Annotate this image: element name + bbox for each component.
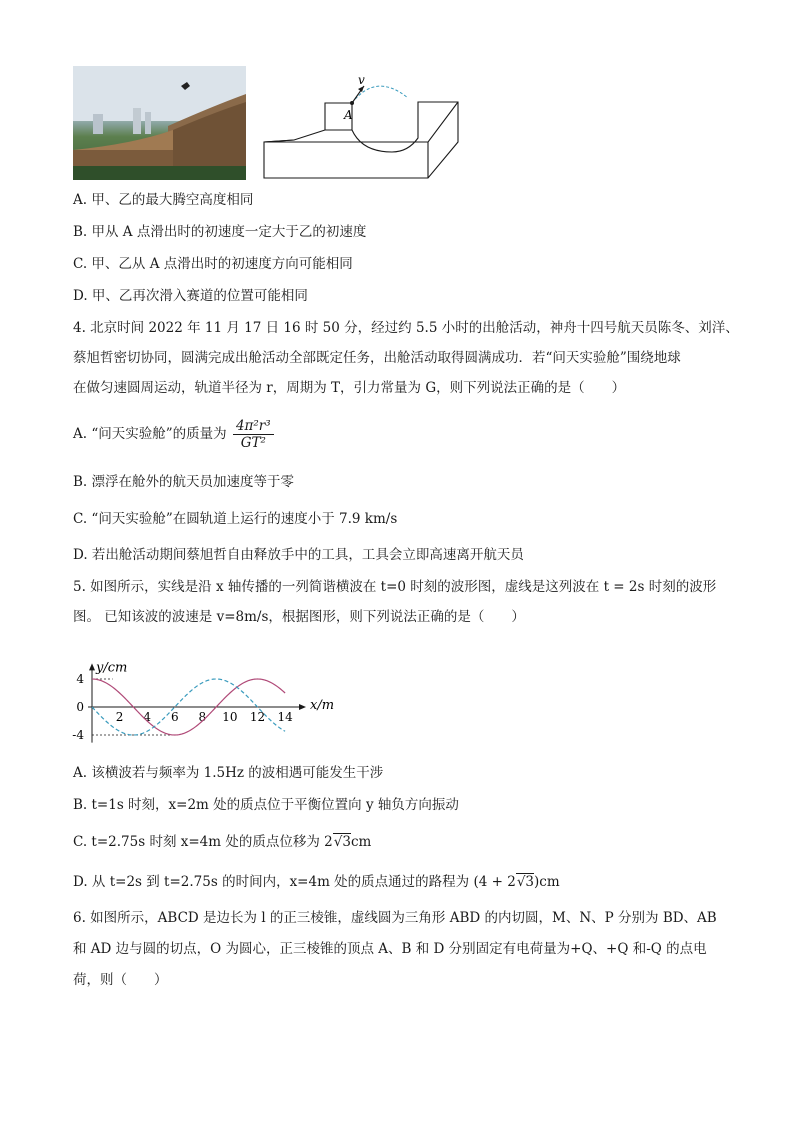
q4-option-b: B. 漂浮在舱外的航天员加速度等于零: [73, 474, 295, 490]
q5-option-d-text: D. 从 t=2s 到 t=2.75s 的时间内，x=4m 处的质点通过的路程为 (4 + 2: [73, 874, 516, 890]
x-tick-label-12: 12: [249, 710, 266, 724]
wave-chart: [70, 632, 335, 744]
ramp-photo-illustration: [73, 66, 246, 180]
q4-option-d: D. 若出舱活动期间蔡旭哲自由释放手中的工具，工具会立即高速离开航天员: [73, 547, 524, 563]
q4-stem-line-2: 蔡旭哲密切协同，圆满完成出舱活动全部既定任务，出舱活动取得圆满成功．若“问天实验舱”围绕地球: [73, 350, 681, 366]
y-tick-label-4: 4: [76, 672, 84, 686]
q5-stem-line-1: 5. 如图所示，实线是沿 x 轴传播的一列简谐横波在 t=0 时刻的波形图，虚线是这列波在 t = 2s 时刻的波形: [73, 579, 717, 595]
q3-option-b: B. 甲从 A 点滑出时的初速度一定大于乙的初速度: [73, 224, 367, 240]
x-axis-arrow: [299, 704, 306, 710]
q4-option-a-text: A. “问天实验舱”的质量为: [73, 426, 227, 442]
y-axis-label: y/cm: [96, 660, 128, 676]
x-tick-label-8: 8: [198, 710, 207, 724]
velocity-label: v: [358, 73, 365, 87]
q6-stem-line-2: 和 AD 边与圆的切点，O 为圆心，正三棱锥的顶点 A、B 和 D 分别固定有电荷量为+Q、+Q 和-Q 的点电: [73, 941, 707, 957]
x-tick-label-4: 4: [143, 710, 151, 724]
q6-stem-line-1: 6. 如图所示，ABCD 是边长为 l 的正三棱锥，虚线圆为三角形 ABD 的内切圆，M、N、P 分别为 BD、AB: [73, 910, 717, 926]
q4-option-a: [73, 416, 274, 452]
q5-option-d: [73, 872, 560, 892]
x-tick-label-6: 6: [170, 710, 179, 724]
q6-stem-line-3: 荷，则（ ）: [73, 972, 168, 988]
x-tick-label-10: 10: [222, 710, 238, 724]
sqrt-3: √3: [333, 834, 351, 850]
fraction-denominator: GT²: [240, 435, 266, 451]
sqrt-radicand-d: 3: [525, 874, 535, 890]
sqrt-3-d: √3: [516, 874, 535, 890]
ramp-diagram: [258, 70, 464, 188]
q3-option-c: C. 甲、乙从 A 点滑出时的初速度方向可能相同: [73, 256, 353, 272]
y-tick-label-0: 0: [76, 700, 84, 714]
q5-option-d-unit: )cm: [534, 874, 560, 890]
q5-option-c-unit: cm: [350, 834, 372, 850]
q5-stem-line-2: 图。 已知该波的波速是 v=8m/s，根据图形，则下列说法正确的是（ ）: [73, 609, 525, 625]
y-tick-label--4: -4: [72, 728, 84, 742]
point-a-label: A: [344, 108, 353, 122]
q3-option-a: A. 甲、乙的最大腾空高度相同: [73, 192, 254, 208]
x-tick-label-14: 14: [277, 710, 293, 724]
y-axis-arrow: [89, 663, 95, 670]
q5-option-a: A. 该横波若与频率为 1.5Hz 的波相遇可能发生干涉: [73, 765, 384, 781]
x-tick-label-2: 2: [115, 710, 124, 724]
x-axis-label: x/m: [310, 698, 335, 713]
fraction-numerator: 4π²r³: [233, 418, 274, 435]
q5-option-b: B. t=1s 时刻，x=2m 处的质点位于平衡位置向 y 轴负方向振动: [73, 797, 459, 813]
q3-option-d: D. 甲、乙再次滑入赛道的位置可能相同: [73, 288, 308, 304]
q4-stem-line-3: 在做匀速圆周运动，轨道半径为 r，周期为 T，引力常量为 G，则下列说法正确的是（ ）: [73, 380, 626, 396]
q5-option-c-text: C. t=2.75s 时刻 x=4m 处的质点位移为 2: [73, 834, 333, 850]
mass-fraction: [233, 418, 274, 451]
q4-stem-line-1: 4. 北京时间 2022 年 11 月 17 日 16 时 50 分，经过约 5.5 小时的出舱活动，神舟十四号航天员陈冬、刘洋、: [73, 320, 739, 336]
q5-option-c: [73, 832, 371, 852]
sqrt-radicand: 3: [342, 834, 351, 850]
q4-option-c: C. “问天实验舱”在圆轨道上运行的速度小于 7.9 km/s: [73, 511, 398, 527]
skateboard-ramp-photo: [73, 66, 246, 180]
